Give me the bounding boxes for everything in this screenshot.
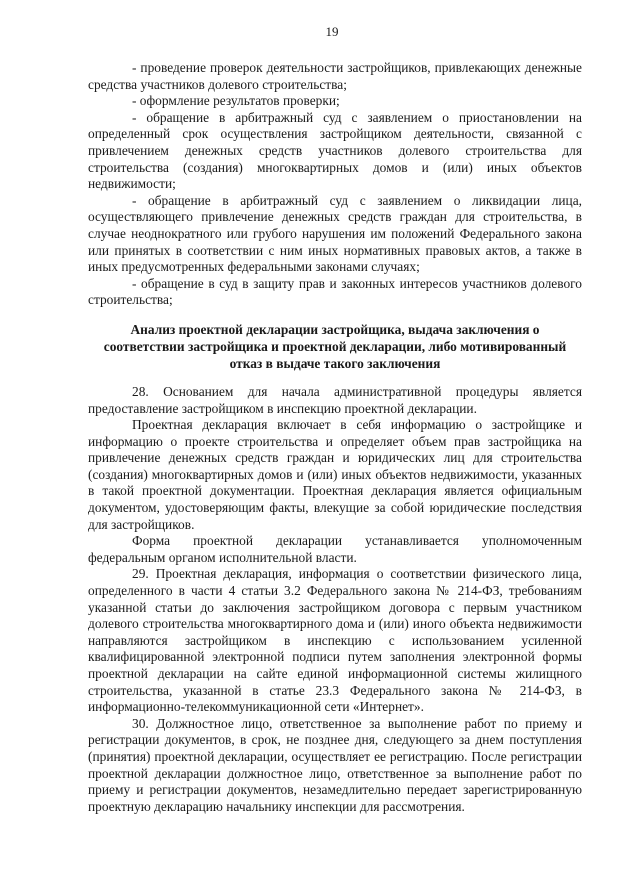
paragraph: Форма проектной декларации устанавливается уполномоченным федеральным органом исполнительной власти. <box>88 533 582 565</box>
list-item: - обращение в суд в защиту прав и законных интересов участников долевого строительства; <box>88 275 582 308</box>
page-number: 19 <box>325 24 339 39</box>
paragraph: 30. Должностное лицо, ответственное за выполнение работ по приему и регистрации документов, в срок, не позднее дня, следующего за днем поступления (принятия) проектной декларации, осуществляет ее регистрацию. После регистрации проектной декларации должностное лицо, ответственное за выполнение работ по приему и регистрации документов, незамедлительно передает зарегистрированную проектную декларацию начальнику инспекции для рассмотрения. <box>88 715 582 814</box>
list-item: - проведение проверок деятельности застройщиков, привлекающих денежные средства участников долевого строительства; <box>88 60 582 92</box>
paragraph: Проектная декларация включает в себя информацию о застройщике и информацию о проекте строительства и определяет объем прав застройщика на привлечение денежных средств граждан и юридических лиц для строительства (создания) многоквартирных домов и (или) иных объектов недвижимости, указанных в такой проектной документации. Проектная декларация является официальным документом, удостоверяющим факты, влекущие за собой юридические последствия для застройщиков. <box>88 417 582 532</box>
paragraph: 28. Основанием для начала административной процедуры является предоставление застройщиком в инспекцию проектной декларации. <box>88 383 582 416</box>
paragraph: 29. Проектная декларация, информация о соответствии физического лица, определенного в части 4 статьи 3.2 Федерального закона № 214-ФЗ, требованиям указанной статьи до заключения застройщиком договора с первым участником долевого строительства многоквартирного дома и (или) иного объекта недвижимости направляются застройщиком в инспекцию с использованием усиленной квалифицированной электронной подписи путем заполнения электронной формы проектной декларации на сайте единой информационной системы жилищного строительства, указанной в статье 23.3 Федерального закона № 214-ФЗ, в информационно-телекоммуникационной сети «Интернет». <box>88 566 582 715</box>
list-item: - оформление результатов проверки; <box>132 93 340 109</box>
list-item: - обращение в арбитражный суд с заявлением о ликвидации лица, осуществляющего привлечение денежных средств граждан для строительства, в случае неоднократного или грубого нарушения им положений Федерального закона или принятых в соответствии с ним иных нормативных правовых актов, а также в иных предусмотренных федеральными законами случаях; <box>88 192 582 275</box>
list-item: - обращение в арбитражный суд с заявлением о приостановлении на определенный срок осуществления застройщиком деятельности, связанной с привлечением денежных средств участников долевого строительства для строительства (создания) многоквартирных домов и (или) иных объектов недвижимости; <box>88 109 582 192</box>
document-page <box>88 24 582 815</box>
section-heading: Анализ проектной декларации застройщика, выдача заключения о соответствии застройщика и проектной декларации, либо мотивированный отказ в выдаче такого заключения <box>103 321 567 371</box>
